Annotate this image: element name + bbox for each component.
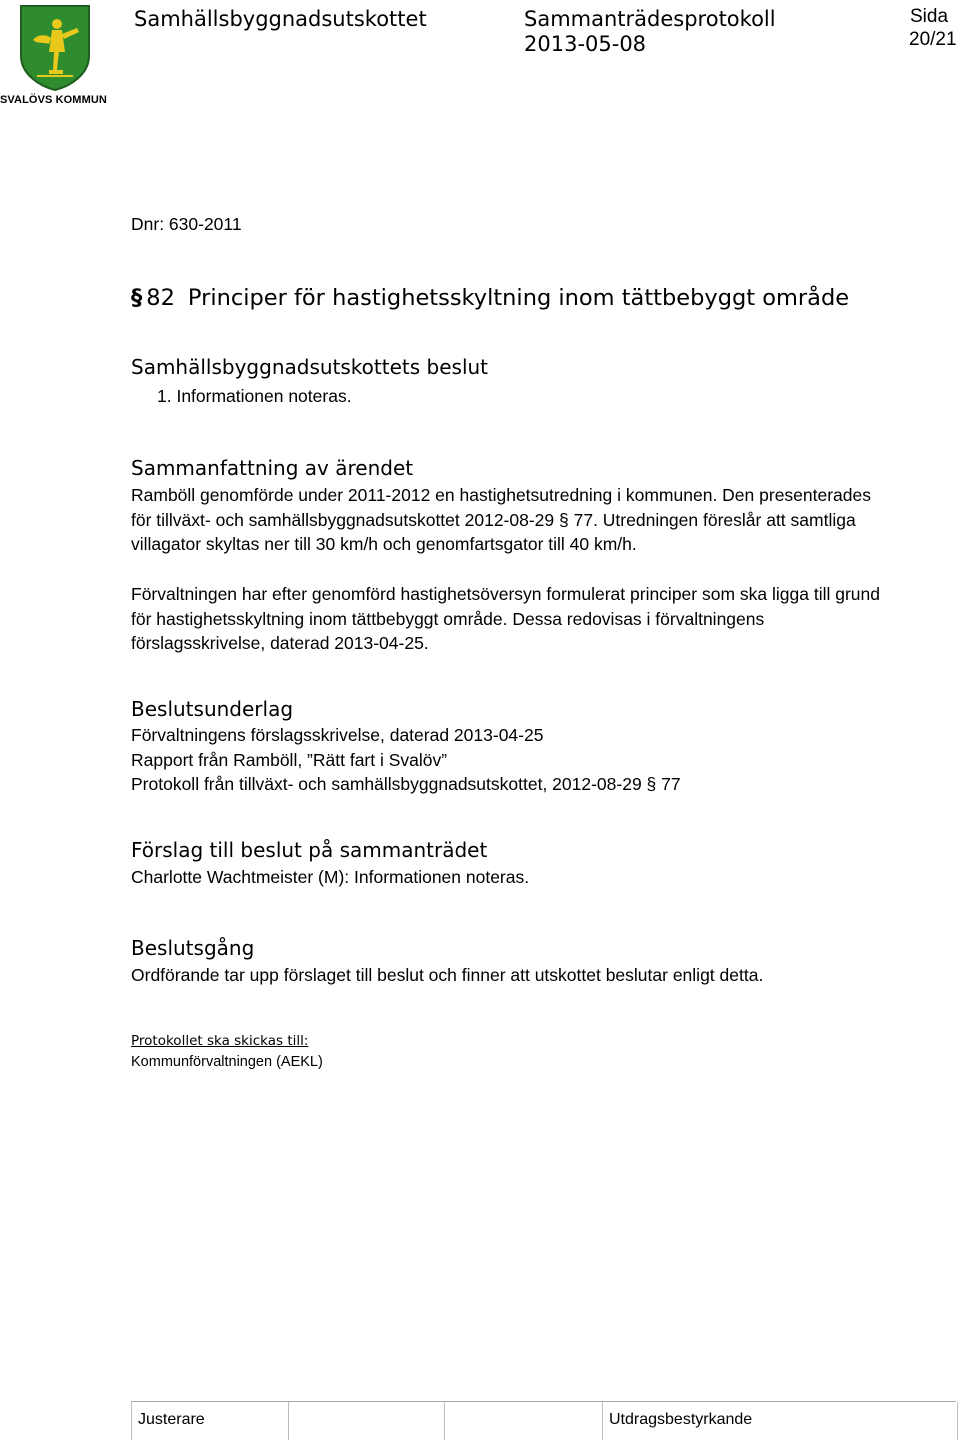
- procedure-heading: Beslutsgång: [131, 936, 255, 960]
- paragraph-line: Ramböll genomförde under 2011-2012 en hastighetsutredning i kommunen. Den presenterades: [131, 485, 872, 505]
- procedure-text: Ordförande tar upp förslaget till beslut och finner att utskottet beslutar enligt detta.: [131, 965, 764, 985]
- section-heading: Principer för hastighetsskyltning inom tättbebyggt område: [187, 285, 850, 311]
- paragraph-line: för tillväxt- och samhällsbyggnadsutskottet 2012-08-29 § 77. Utredningen föreslår att samtliga: [131, 509, 856, 530]
- signature-table: [131, 1401, 956, 1440]
- summary-heading: Sammanfattning av ärendet: [131, 456, 414, 480]
- signature-cell-blank: [288, 1402, 445, 1440]
- page-label: Sida: [910, 6, 949, 27]
- paragraph-line: Förvaltningen har efter genomförd hastighetsöversyn formulerat principer som ska ligga till grund: [131, 584, 880, 604]
- section-title: [131, 283, 849, 313]
- extract-label: Utdragsbestyrkande: [609, 1411, 753, 1428]
- summary-paragraph-1: [131, 483, 960, 557]
- basis-item: Protokoll från tillväxt- och samhällsbyggnadsutskottet, 2012-08-29 § 77: [131, 774, 681, 795]
- paragraph-line: för hastighetsskyltning inom tättbebyggt område. Dessa redovisas i förvaltningens: [131, 608, 765, 629]
- page-number: 20/21: [909, 29, 957, 50]
- send-to-label: Protokollet ska skickas till:: [131, 1033, 309, 1049]
- committee-name: Samhällsbyggnadsutskottet: [134, 7, 427, 31]
- section-symbol: §: [131, 285, 143, 311]
- paragraph-line: villagator skyltas ner till 30 km/h och genomfartsgator till 40 km/h.: [131, 534, 637, 555]
- summary-paragraph-2: [131, 582, 960, 656]
- diary-number: Dnr: 630-2011: [131, 214, 242, 234]
- signature-cell-extract: [602, 1402, 958, 1440]
- signature-cell-blank: [444, 1402, 603, 1440]
- basis-heading: Beslutsunderlag: [131, 697, 294, 721]
- paragraph-line: förslagsskrivelse, daterad 2013-04-25.: [131, 633, 429, 654]
- decision-item: 1. Informationen noteras.: [157, 386, 352, 406]
- basis-item: Förvaltningens förslagsskrivelse, daterad 2013-04-25: [131, 725, 544, 745]
- basis-item: Rapport från Ramböll, ”Rätt fart i Svalöv”: [131, 749, 448, 770]
- municipality-name: SVALÖVS KOMMUN: [0, 94, 107, 106]
- proposal-heading: Förslag till beslut på sammanträdet: [131, 838, 488, 862]
- meeting-date: 2013-05-08: [524, 32, 647, 56]
- justerare-label: Justerare: [138, 1411, 205, 1428]
- document-type: Sammanträdesprotokoll: [524, 7, 776, 31]
- decision-heading: Samhällsbyggnadsutskottets beslut: [131, 355, 489, 379]
- proposal-text: Charlotte Wachtmeister (M): Informationen noteras.: [131, 867, 530, 887]
- crest-shield-icon: [19, 4, 91, 92]
- municipality-crest: [19, 4, 91, 92]
- send-to-recipient: Kommunförvaltningen (AEKL): [131, 1054, 323, 1070]
- signature-cell-justerare: [131, 1402, 205, 1440]
- basis-list: [131, 723, 960, 797]
- section-number: 82: [146, 285, 175, 311]
